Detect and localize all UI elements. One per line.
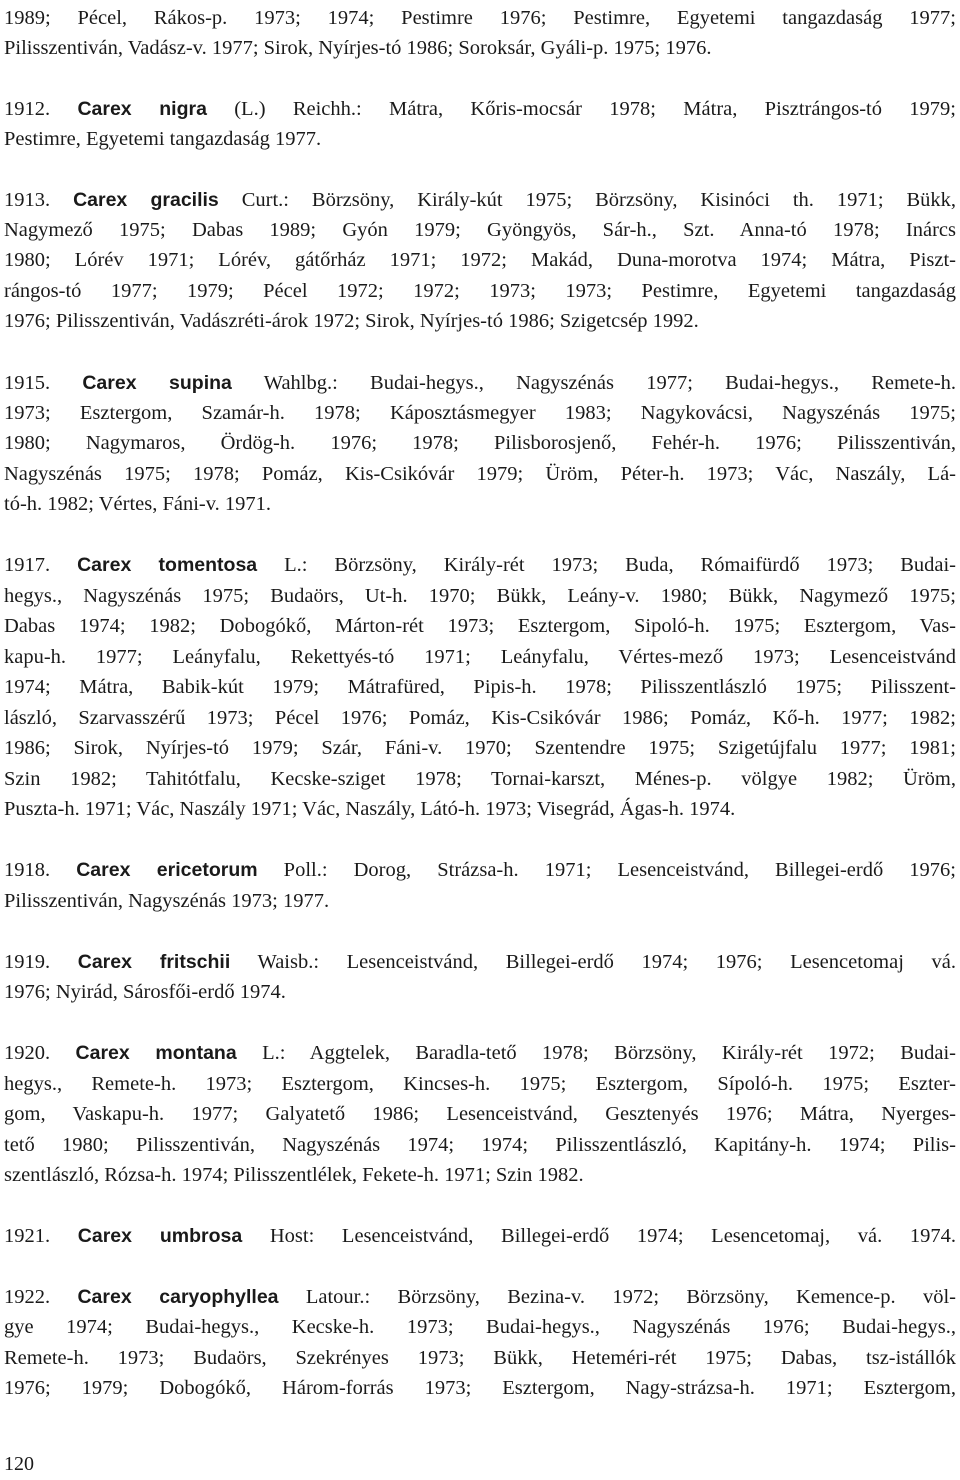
text-line: 1917. Carex tomentosa L.: Börzsöny, Király-rét 1973; Buda, Rómaifürdő 1973; Budai- — [4, 554, 957, 576]
species-name: Carex tomentosa — [77, 554, 258, 576]
text-line: Pestimre, Egyetemi tangazdaság 1977. — [4, 128, 322, 150]
text-line: Dabas 1974; 1982; Dobogókő, Márton-rét 1973; Esztergom, Sipoló-h. 1975; Esztergom, Vas- — [4, 615, 956, 637]
text-line: 1976; Pilisszentiván, Vadászréti-árok 1972; Sirok, Nyírjes-tó 1986; Szigetcsép 1992. — [4, 310, 699, 332]
document-page — [4, 0, 956, 1440]
text-line: 1922. Carex caryophyllea Latour.: Börzsöny, Bezina-v. 1972; Börzsöny, Kemence-p. völ- — [4, 1286, 956, 1308]
text-line: 1980; Nagymaros, Ördög-h. 1976; 1978; Pilisborosjenő, Fehér-h. 1976; Pilisszentiván, — [4, 432, 956, 454]
species-name: Carex ericetorum — [76, 859, 258, 881]
entry-number: 1922. — [4, 1286, 78, 1308]
entry-number: 1920. — [4, 1042, 76, 1064]
text-line: gom, Vaskapu-h. 1977; Galyatető 1986; Lesenceistvánd, Gesztenyés 1976; Mátra, Nyerges- — [4, 1103, 956, 1125]
species-name: Carex supina — [82, 372, 232, 394]
text-line: Remete-h. 1973; Budaörs, Szekrényes 1973; Bükk, Heteméri-rét 1975; Dabas, tsz-istállók — [4, 1347, 956, 1369]
species-name: Carex montana — [75, 1042, 237, 1064]
text-line: tó-h. 1982; Vértes, Fáni-v. 1971. — [4, 493, 272, 515]
text-line: Nagyszénás 1975; 1978; Pomáz, Kis-Csikóvár 1979; Üröm, Péter-h. 1973; Vác, Naszály, Lá- — [4, 463, 956, 485]
text-line: 1980; Lórév 1971; Lórév, gátőrház 1971; 1972; Makád, Duna-morotva 1974; Mátra, Piszt- — [4, 249, 956, 271]
text-line: 1921. Carex umbrosa Host: Lesenceistvánd, Billegei-erdő 1974; Lesencetomaj, vá. 1974. — [4, 1225, 956, 1247]
text-line: 1989; Pécel, Rákos-p. 1973; 1974; Pestimre 1976; Pestimre, Egyetemi tangazdaság 1977; — [4, 7, 956, 29]
text-line: rángos-tó 1977; 1979; Pécel 1972; 1972; 1973; 1973; Pestimre, Egyetemi tangazdaság — [4, 280, 956, 302]
entry-number: 1919. — [4, 951, 78, 973]
species-name: Carex gracilis — [73, 189, 219, 211]
text-line: Szin 1982; Tahitótfalu, Kecske-sziget 1978; Tornai-karszt, Ménes-p. völgye 1982; Üröm, — [4, 768, 956, 790]
text-line: 1974; Mátra, Babik-kút 1979; Mátrafüred, Pipis-h. 1978; Pilisszentlászló 1975; Pilisszent- — [4, 676, 956, 698]
entry-number: 1917. — [4, 554, 78, 576]
entry-number: 1913. — [4, 189, 74, 211]
entry-number: 1918. — [4, 859, 77, 881]
species-name: Carex nigra — [77, 98, 207, 120]
text-line: szentlászló, Rózsa-h. 1974; Pilisszentlélek, Fekete-h. 1971; Szin 1982. — [4, 1164, 584, 1186]
text-line: 1915. Carex supina Wahlbg.: Budai-hegys., Nagyszénás 1977; Budai-hegys., Remete-h. — [4, 372, 957, 394]
entry-number: 1921. — [4, 1225, 78, 1247]
entry-number: 1915. — [4, 372, 83, 394]
text-line: hegys., Remete-h. 1973; Esztergom, Kincses-h. 1975; Esztergom, Sípoló-h. 1975; Eszter- — [4, 1073, 956, 1095]
text-line: 1976; Nyirád, Sárosfői-erdő 1974. — [4, 981, 286, 1003]
text-line: 1919. Carex fritschii Waisb.: Lesenceistvánd, Billegei-erdő 1974; 1976; Lesencetomaj vá. — [4, 951, 956, 973]
text-line: hegys., Nagyszénás 1975; Budaörs, Ut-h. 1970; Bükk, Leány-v. 1980; Bükk, Nagymező 1975; — [4, 585, 956, 607]
text-line: 1976; 1979; Dobogókő, Három-forrás 1973; Esztergom, Nagy-strázsa-h. 1971; Esztergom, — [4, 1377, 956, 1399]
species-name: Carex caryophyllea — [77, 1286, 279, 1308]
species-name: Carex umbrosa — [77, 1225, 243, 1247]
text-line: 1986; Sirok, Nyírjes-tó 1979; Szár, Fáni-v. 1970; Szentendre 1975; Szigetújfalu 1977; 1981; — [4, 737, 956, 759]
text-line: tető 1980; Pilisszentiván, Nagyszénás 1974; 1974; Pilisszentlászló, Kapitány-h. 1974; Pilis- — [4, 1134, 956, 1156]
text-line: Nagymező 1975; Dabas 1989; Gyón 1979; Gyöngyös, Sár-h., Szt. Anna-tó 1978; Inárcs — [4, 219, 956, 241]
text-line: 1918. Carex ericetorum Poll.: Dorog, Strázsa-h. 1971; Lesenceistvánd, Billegei-erdő 1976; — [4, 859, 956, 881]
text-line: Puszta-h. 1971; Vác, Naszály 1971; Vác, Naszály, Látó-h. 1973; Visegrád, Ágas-h. 1974. — [4, 798, 736, 820]
species-name: Carex fritschii — [77, 951, 231, 973]
text-line: 1920. Carex montana L.: Aggtelek, Baradla-tető 1978; Börzsöny, Király-rét 1972; Budai- — [4, 1042, 957, 1064]
entry-number: 1912. — [4, 98, 78, 120]
text-line: gye 1974; Budai-hegys., Kecske-h. 1973; Budai-hegys., Nagyszénás 1976; Budai-hegys., — [4, 1316, 956, 1338]
text-line: Pilisszentiván, Vadász-v. 1977; Sirok, Nyírjes-tó 1986; Soroksár, Gyáli-p. 1975; 1976. — [4, 37, 712, 59]
text-line: lászló, Szarvasszérű 1973; Pécel 1976; Pomáz, Kis-Csikóvár 1986; Pomáz, Kő-h. 1977; 1982; — [4, 707, 956, 729]
text-line: kapu-h. 1977; Leányfalu, Rekettyés-tó 1971; Leányfalu, Vértes-mező 1973; Lesenceistvánd — [4, 646, 956, 668]
text-line: 1973; Esztergom, Szamár-h. 1978; Káposztásmegyer 1983; Nagykovácsi, Nagyszénás 1975; — [4, 402, 956, 424]
text-line: 1912. Carex nigra (L.) Reichh.: Mátra, Kőris-mocsár 1978; Mátra, Pisztrángos-tó 1979; — [4, 98, 956, 120]
text-line: 1913. Carex gracilis Curt.: Börzsöny, Király-kút 1975; Börzsöny, Kisinóci th. 1971; Bükk, — [4, 189, 956, 211]
text-line: Pilisszentiván, Nagyszénás 1973; 1977. — [4, 890, 330, 912]
page-number: 120 — [4, 1453, 34, 1475]
